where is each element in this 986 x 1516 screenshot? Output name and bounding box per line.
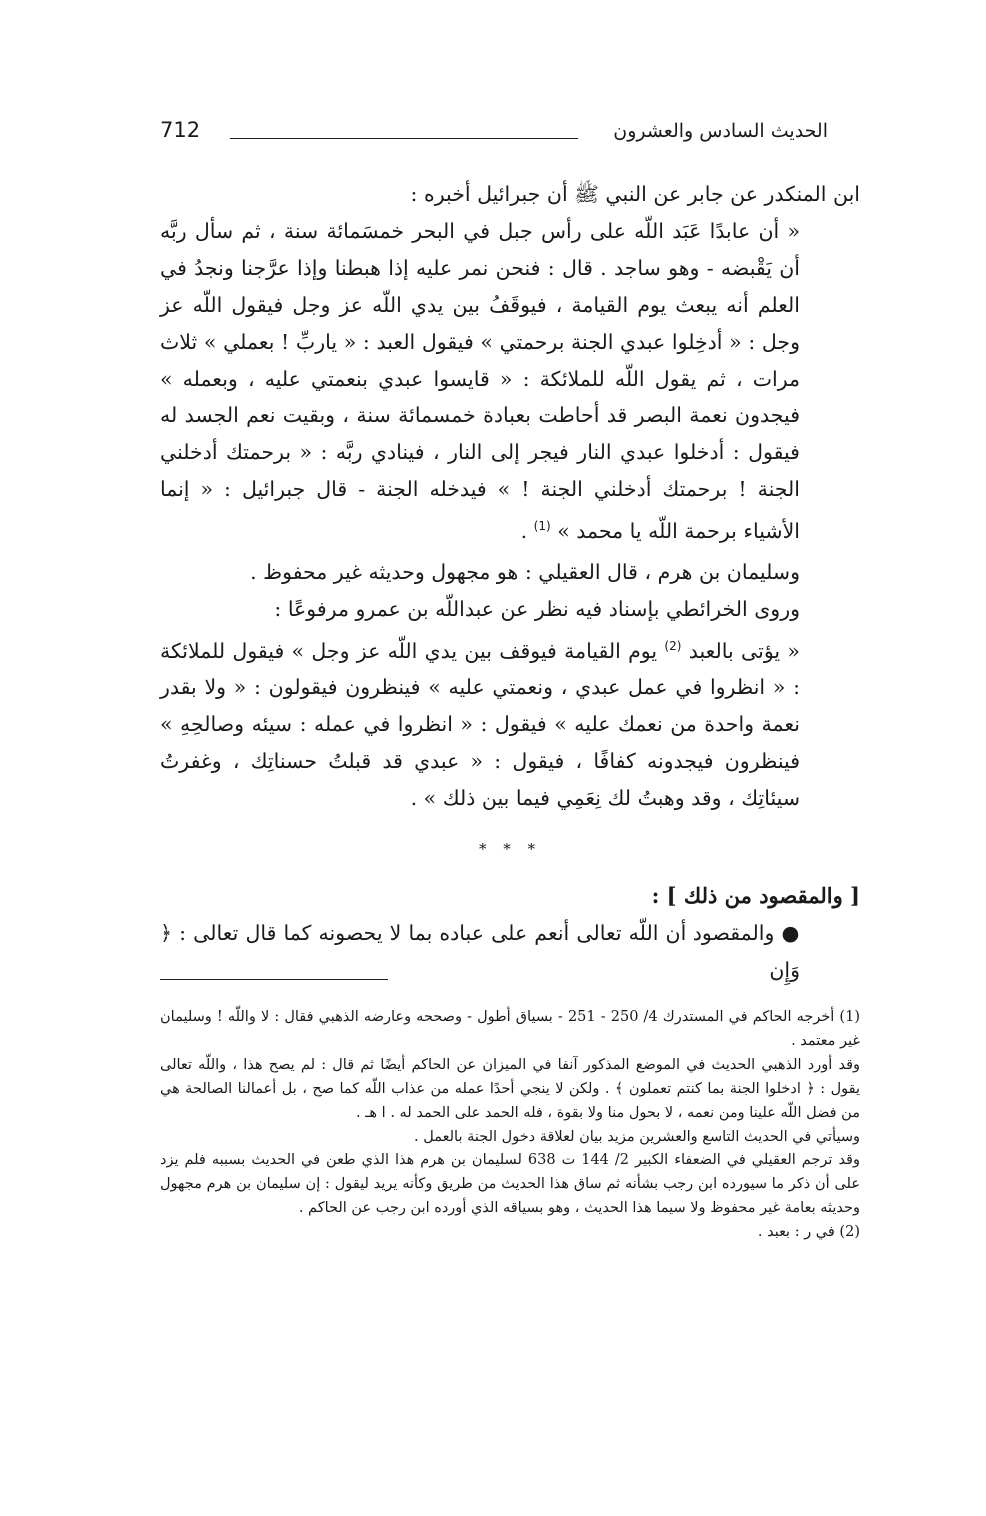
bullet-icon: ●	[781, 920, 800, 945]
section-separator: * * *	[478, 840, 542, 859]
footnote-1-cont-1: وقد أورد الذهبي الحديث في الموضع المذكور آنفا في الميزان عن الحاكم أيضًا ثم قال : لم يصح هذا ، واللّه تعالى يقول : ﴿ ادخلوا الجنة بما كنتم تعملون ﴾ . ولكن لا ينجي أحدًا عمله من عذاب اللّه كما صح ، بل أعمالنا الصالحة هي من فضل اللّه علينا ومن نعمه ، لا بحول منا ولا بقوة ، فله الحمد على الحمد له . ا هـ .	[160, 1056, 860, 1121]
paragraph-3: وسليمان بن هرم ، قال العقيلي : هو مجهول وحديثه غير محفوظ .	[250, 559, 800, 584]
paragraph-6-text: والمقصود أن اللّه تعالى أنعم على عباده بما لا يحصونه كما قال تعالى : ﴿ وَإِن	[160, 920, 800, 982]
hadith-text-2-start: « يؤتى بالعبد	[688, 638, 800, 663]
paragraph-4: وروى الخرائطي بإسناد فيه نظر عن عبداللّه بن عمرو مرفوعًا :	[274, 596, 800, 621]
footnote-1-cont-2: وسيأتي في الحديث التاسع والعشرين مزيد بيان لعلاقة دخول الجنة بالعمل .	[414, 1128, 860, 1145]
page-number: 712	[160, 118, 201, 142]
paragraph-6	[160, 915, 860, 989]
footnotes	[160, 1006, 860, 1245]
running-header	[160, 118, 828, 154]
section-heading: [ والمقصود من ذلك ] :	[651, 882, 860, 908]
paragraph-1: ابن المنكدر عن جابر عن النبي ﷺ أن جبرائيل أخبره :	[410, 182, 860, 206]
paragraph-5	[160, 628, 860, 817]
footnote-divider	[160, 979, 388, 980]
footnote-ref-1[interactable]: (1)	[533, 519, 551, 534]
main-text	[160, 176, 860, 989]
footnote-1: (1) أخرجه الحاكم في المستدرك 4/ 250 - 251 - بسياق أطول - وصححه وعارضه الذهبي فقال : لا واللّه ! وسليمان غير معتمد .	[160, 1009, 860, 1049]
hadith-text-1: « أن عابدًا عَبَد اللّه على رأس جبل في البحر خمسَمائة سنة ، ثم سأل ربَّه أن يَقْبضه - وهو ساجد . قال : فنحن نمر عليه إذا هبطنا وإذا عرَّجنا ونجدُ في العلم أنه يبعث يوم القيامة ، فيوقَفُ بين يدي اللّه عز وجل فيقول اللّه عز وجل : « أدخِلوا عبدي الجنة برحمتي » فيقول العبد : « ياربِّ ! بعملي » ثلاث مرات ، ثم يقول اللّه للملائكة : « قايسوا عبدي بنعمتي عليه ، وبعمله » فيجدون نعمة البصر قد أحاطت بعبادة خمسمائة سنة ، وبقيت نعم الجسد له فيقول : أدخلوا عبدي النار فيجر إلى النار ، فينادي ربَّه : « برحمتك أدخلني الجنة ! برحمتك أدخلني الجنة ! » فيدخله الجنة - قال جبرائيل : « إنما الأشياء برحمة اللّه يا محمد »	[160, 218, 800, 543]
chapter-title: الحديث السادس والعشرون	[613, 120, 828, 142]
footnote-2: (2) في ر : بعبد .	[757, 1224, 860, 1241]
hadith-text-2-rest: يوم القيامة فيوقف بين يدي اللّه عز وجل » فيقول للملائكة : « انظروا في عمل عبدي ، ونعمتي عليه » فينظرون فيقولون : « ولا بقدر نعمة واحدة من نعمك عليه » فيقول : « انظروا في عمله : سيئه وصالحِهِ » فينظرون فيجدونه كفافًا ، فيقول : « عبدي قد قبلتُ حسناتِك ، وغفرتُ سيئاتِك ، وقد وهبتُ لك نِعَمِي فيما بين ذلك » .	[160, 638, 800, 811]
footnote-ref-2[interactable]: (2)	[664, 638, 682, 653]
header-rule	[230, 138, 578, 139]
paragraph-2-end: .	[520, 518, 528, 543]
paragraph-2	[160, 213, 860, 550]
footnote-1-cont-3: وقد ترجم العقيلي في الضعفاء الكبير 2/ 144 ت 638 لسليمان بن هرم هذا الذي طعن في الحديث بسببه فلم يزد على أن ذكر ما سيورده ابن رجب بشأنه ثم ساق هذا الحديث من طريق وكأنه يريد ليقول : إن سليمان بن هرم مجهول وحديثه بعامة غير محفوظ ولا سيما هذا الحديث ، وهو بسياقه الذي أورده ابن رجب عن الحاكم .	[160, 1152, 860, 1217]
